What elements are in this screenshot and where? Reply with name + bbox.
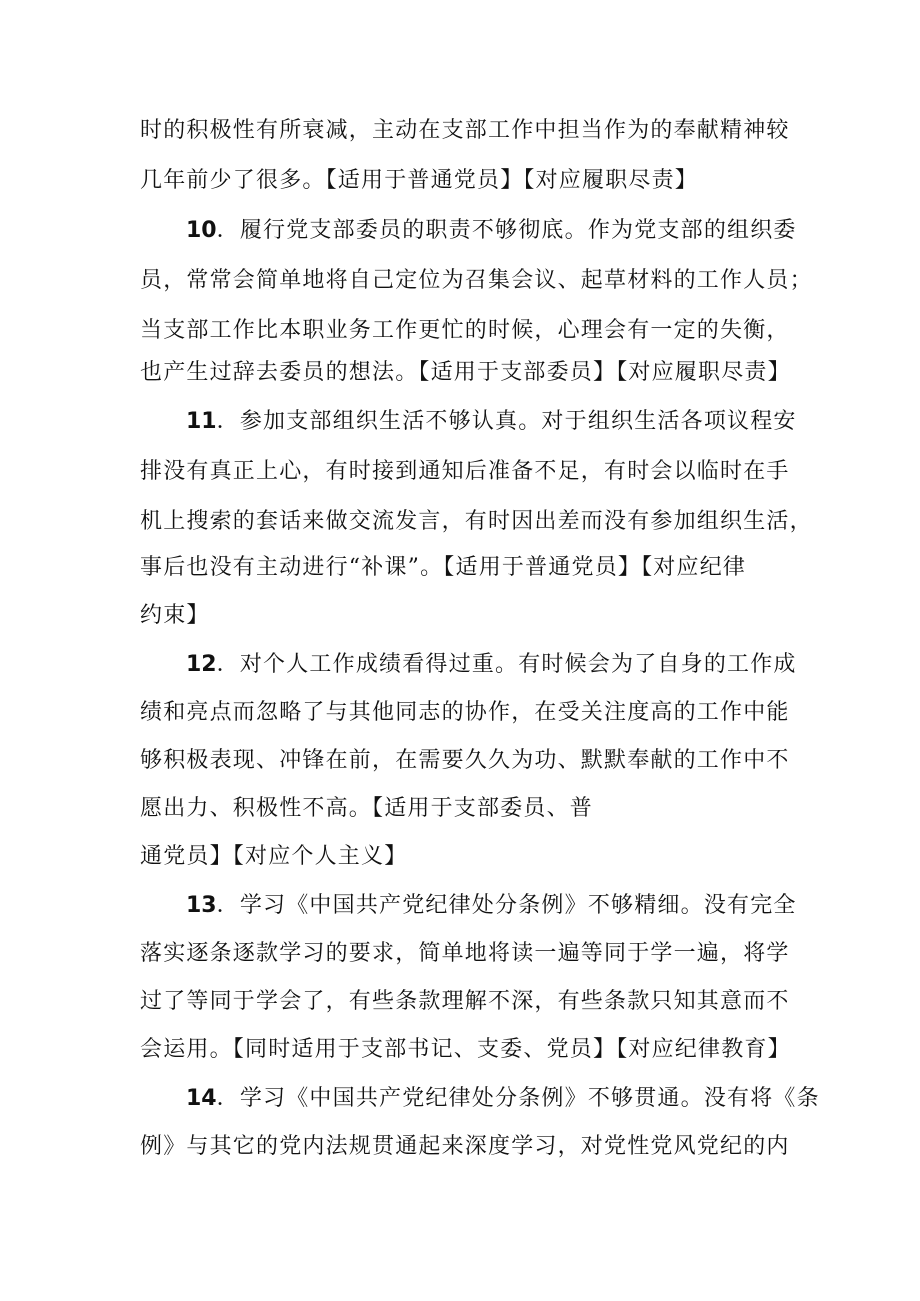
item-number: 10 bbox=[186, 218, 217, 243]
text-line: 过了等同于学会了，有些条款理解不深，有些条款只知其意而不 bbox=[140, 989, 790, 1014]
text-line: 时的积极性有所衰减，主动在支部工作中担当作为的奉献精神较 bbox=[140, 118, 790, 143]
item-11-first-line: 11．参加支部组织生活不够认真。对于组织生活各项议程安 bbox=[186, 409, 797, 434]
text-line: 愿出力、积极性不高。【适用于支部委员、普 bbox=[140, 796, 594, 821]
item-12-first-line: 12．对个人工作成绩看得过重。有时候会为了自身的工作成 bbox=[186, 652, 797, 677]
item-number: 14 bbox=[186, 1086, 217, 1111]
text-line: 会运用。【同时适用于支部书记、支委、党员】【对应纪律教育】 bbox=[140, 1037, 791, 1062]
text-line: 够积极表现、冲锋在前，在需要久久为功、默默奉献的工作中不 bbox=[140, 748, 790, 773]
text-line: 员，常常会简单地将自己定位为召集会议、起草材料的工作人员； bbox=[140, 268, 813, 293]
text-line: 也产生过辞去委员的想法。【适用于支部委员】【对应履职尽责】 bbox=[140, 360, 791, 385]
item-number: 13 bbox=[186, 893, 217, 918]
text-line: 机上搜索的套话来做交流发言，有时因出差而没有参加组织生活， bbox=[140, 509, 813, 534]
text-line: 约束】 bbox=[140, 603, 210, 628]
text-line: 例》与其它的党内法规贯通起来深度学习，对党性党风党纪的内 bbox=[140, 1134, 790, 1159]
text-line: 事后也没有主动进行“补课”。【适用于普通党员】【对应纪律 bbox=[140, 555, 747, 580]
item-number: 12 bbox=[186, 652, 217, 677]
text-line: 当支部工作比本职业务工作更忙的时候，心理会有一定的失衡， bbox=[140, 318, 790, 343]
text-line: 通党员】【对应个人主义】 bbox=[140, 844, 408, 869]
text-line: 排没有真正上心，有时接到通知后准备不足，有时会以临时在手 bbox=[140, 459, 790, 484]
text-line: 落实逐条逐款学习的要求，简单地将读一遍等同于学一遍，将学 bbox=[140, 941, 790, 966]
text-line: 几年前少了很多。【适用于普通党员】【对应履职尽责】 bbox=[140, 168, 699, 193]
item-13-first-line: 13．学习《中国共产党纪律处分条例》不够精细。没有完全 bbox=[186, 893, 797, 918]
item-14-first-line: 14．学习《中国共产党纪律处分条例》不够贯通。没有将《条 bbox=[186, 1086, 820, 1111]
item-number: 11 bbox=[186, 409, 217, 434]
item-10-first-line: 10．履行党支部委员的职责不够彻底。作为党支部的组织委 bbox=[186, 218, 797, 243]
text-line: 绩和亮点而忽略了与其他同志的协作，在受关注度高的工作中能 bbox=[140, 700, 790, 725]
